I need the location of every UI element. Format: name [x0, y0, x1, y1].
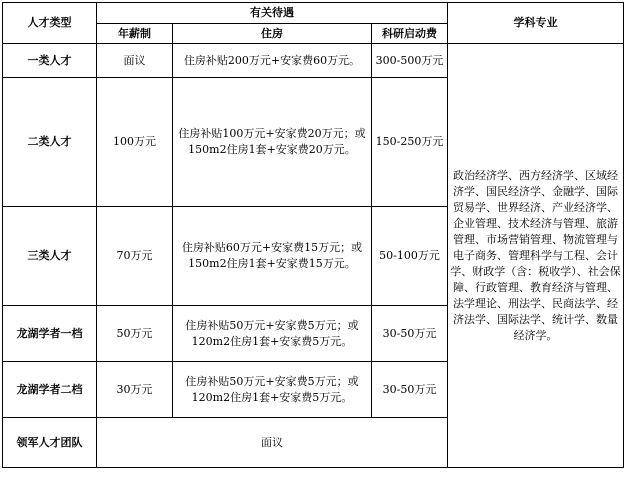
salary-cell: 30万元 — [97, 362, 173, 418]
header-talent-type: 人才类型 — [3, 3, 97, 44]
header-row-1 — [3, 3, 624, 24]
salary-cell: 100万元 — [97, 78, 173, 207]
table-row — [3, 44, 624, 78]
talent-type-cell: 龙湖学者二档 — [3, 362, 97, 418]
subject-list-cell: 政治经济学、西方经济学、区域经济学、国民经济学、金融学、国际贸易学、世界经济、产业经济学、企业管理、技术经济与管理、旅游管理、市场营销管理、物流管理与电子商务、管理科学与工程、会计学、财政学（含：税收学）、社会保障、行政管理、教育经济与管理、法学理论、刑法学、民商法学、经济法学、国际法学、统计学、数量经济学。 — [448, 44, 624, 468]
talent-type-cell: 三类人才 — [3, 207, 97, 306]
team-treatment-cell: 面议 — [97, 418, 448, 468]
talent-type-cell: 领军人才团队 — [3, 418, 97, 468]
funding-cell: 30-50万元 — [372, 306, 448, 362]
salary-cell: 50万元 — [97, 306, 173, 362]
talent-type-cell: 龙湖学者一档 — [3, 306, 97, 362]
talent-type-cell: 一类人才 — [3, 44, 97, 78]
housing-cell: 住房补贴200万元+安家费60万元。 — [173, 44, 372, 78]
talent-type-cell: 二类人才 — [3, 78, 97, 207]
talent-policy-table — [2, 2, 624, 468]
funding-cell: 150-250万元 — [372, 78, 448, 207]
header-salary: 年薪制 — [97, 24, 173, 44]
housing-cell: 住房补贴60万元+安家费15万元；或150m2住房1套+安家费15万元。 — [173, 207, 372, 306]
housing-cell: 住房补贴50万元+安家费5万元；或120m2住房1套+安家费5万元。 — [173, 306, 372, 362]
header-housing: 住房 — [173, 24, 372, 44]
funding-cell: 30-50万元 — [372, 362, 448, 418]
header-subject: 学科专业 — [448, 3, 624, 44]
funding-cell: 50-100万元 — [372, 207, 448, 306]
salary-cell: 70万元 — [97, 207, 173, 306]
housing-cell: 住房补贴100万元+安家费20万元；或150m2住房1套+安家费20万元。 — [173, 78, 372, 207]
housing-cell: 住房补贴50万元+安家费5万元；或120m2住房1套+安家费5万元。 — [173, 362, 372, 418]
salary-cell: 面议 — [97, 44, 173, 78]
header-treatment: 有关待遇 — [97, 3, 448, 24]
funding-cell: 300-500万元 — [372, 44, 448, 78]
header-research-funding: 科研启动费 — [372, 24, 448, 44]
